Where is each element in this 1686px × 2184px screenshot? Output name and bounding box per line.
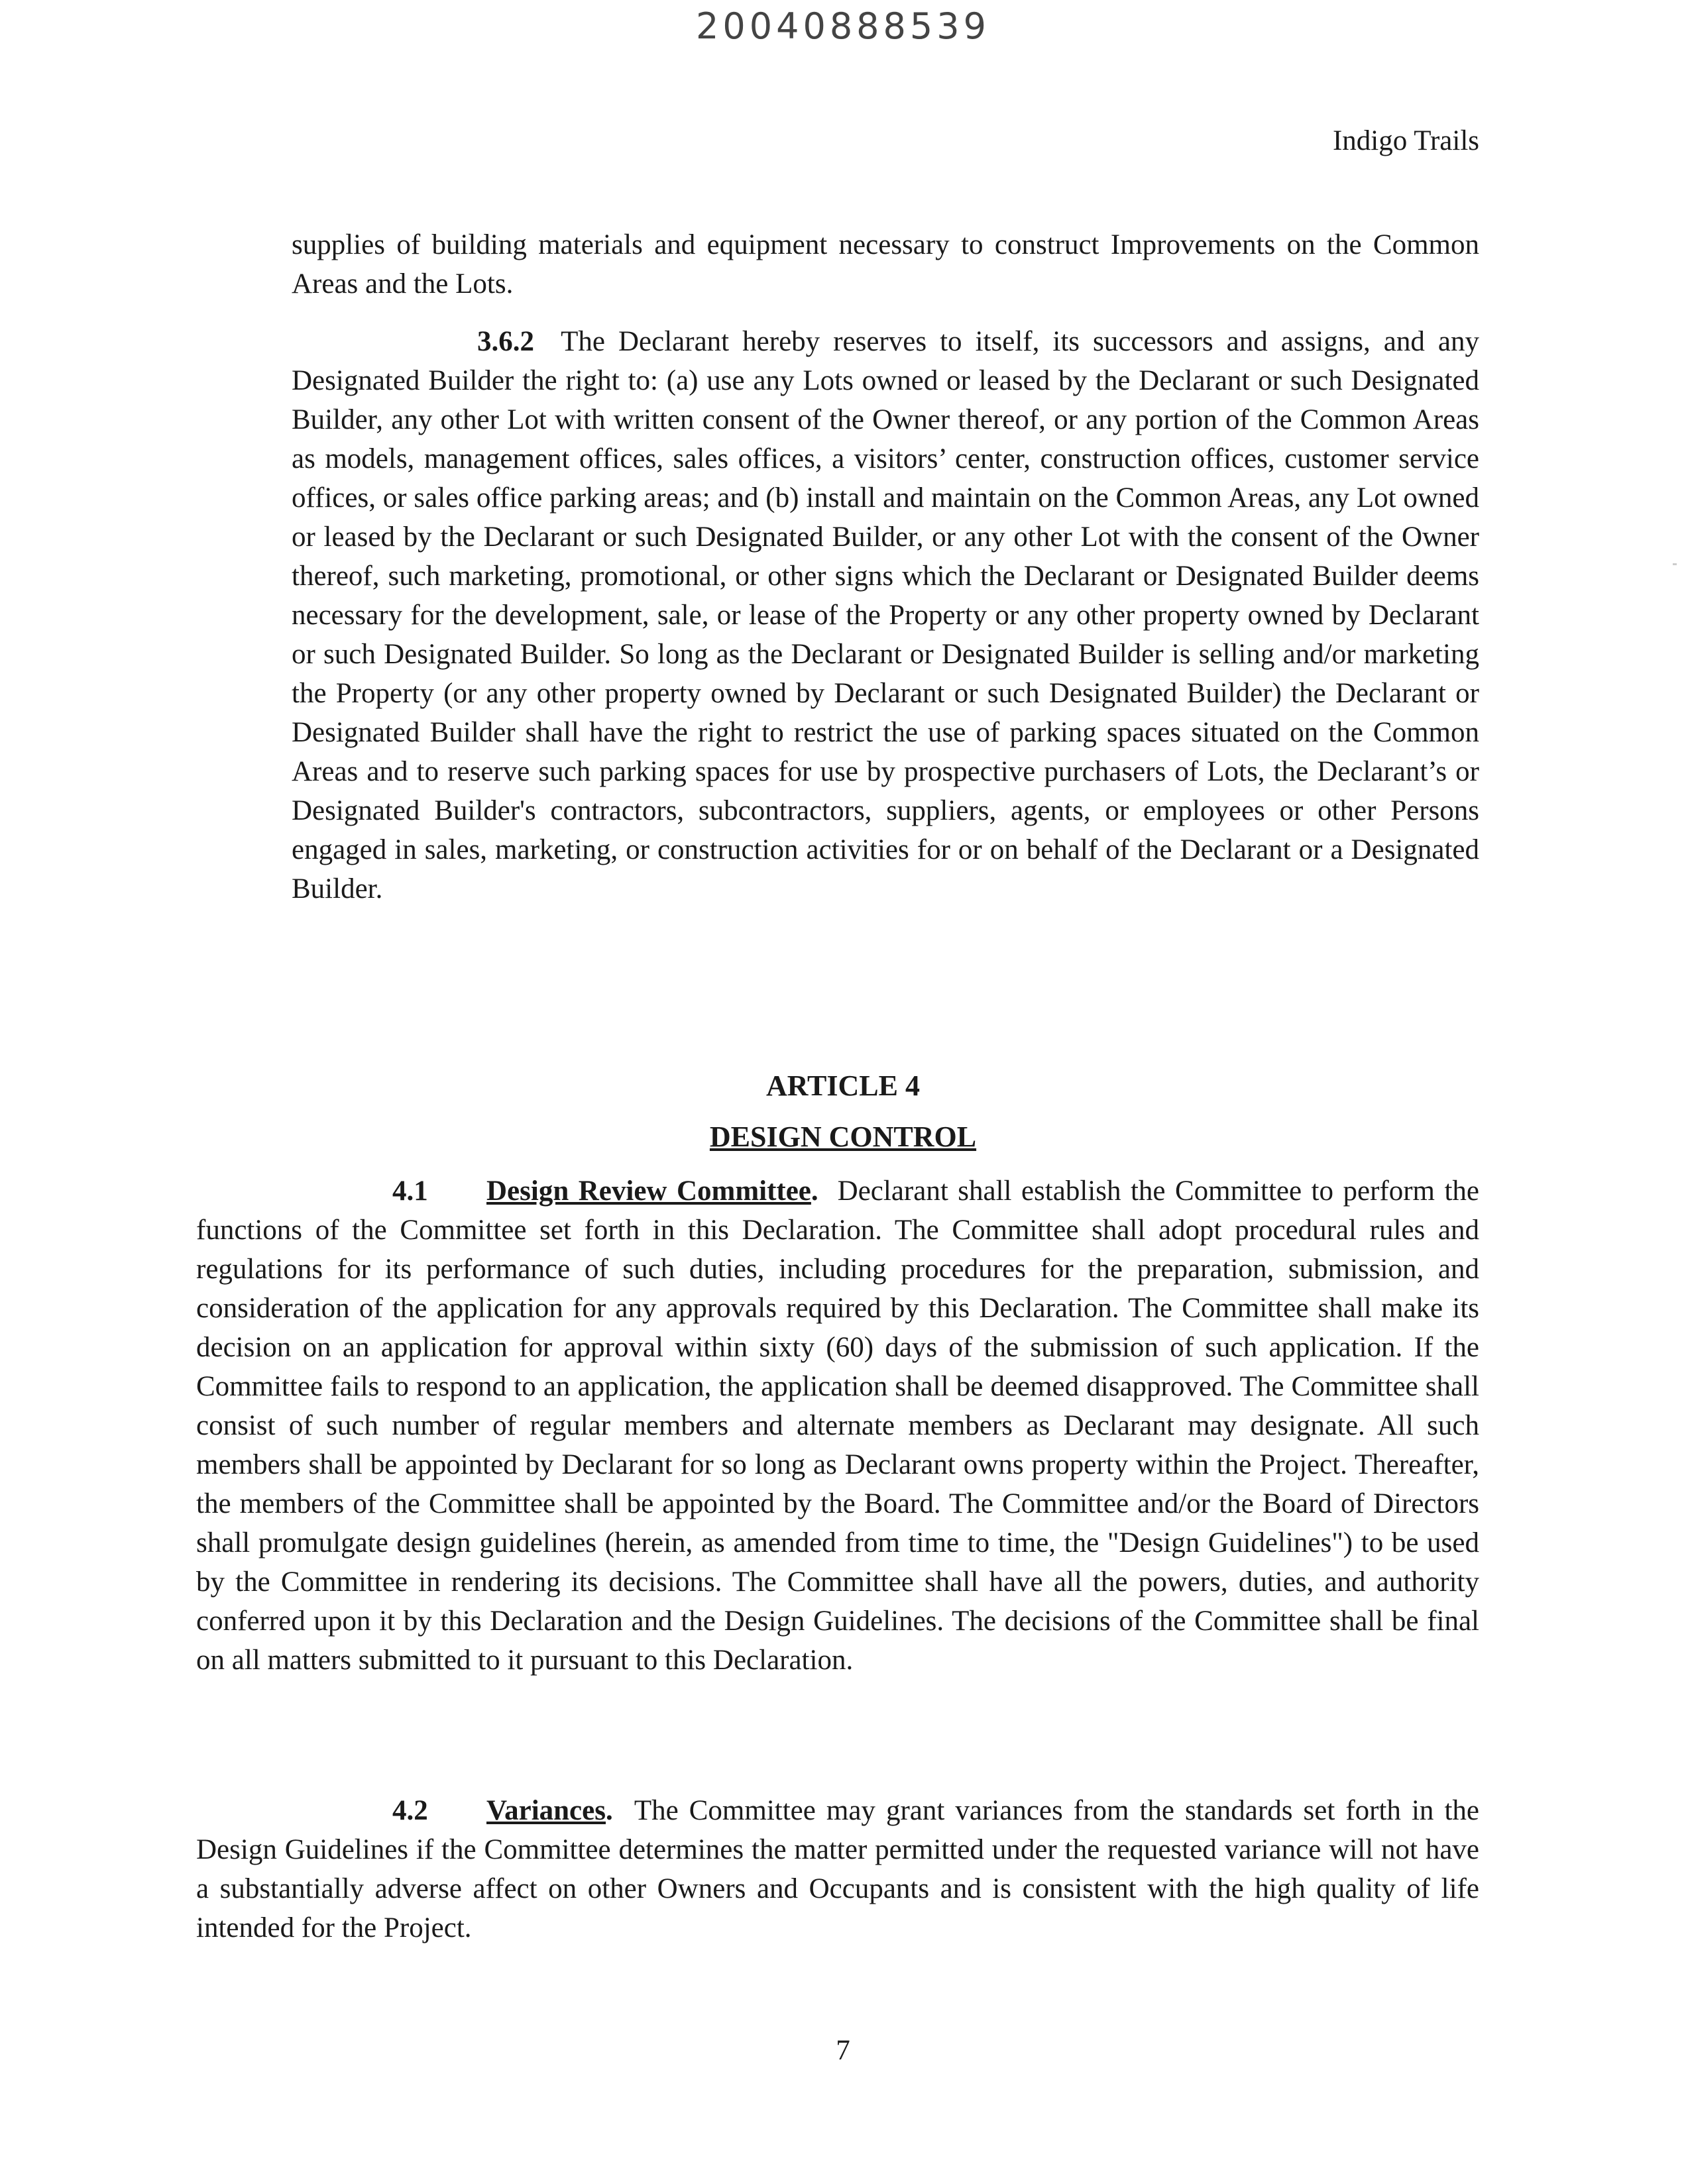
scan-margin-mark bbox=[1673, 563, 1677, 565]
section-4-1 bbox=[196, 1172, 1479, 1680]
section-3-6-2 bbox=[292, 322, 1479, 908]
section-number: 4.2 bbox=[392, 1795, 428, 1826]
running-header: Indigo Trails bbox=[1332, 125, 1479, 156]
article-title: DESIGN CONTROL bbox=[709, 1120, 977, 1153]
section-number: 4.1 bbox=[392, 1175, 428, 1207]
section-heading: Design Review Committee bbox=[486, 1175, 811, 1207]
continued-paragraph: supplies of building materials and equipment necessary to construct Improvements on the Common Areas and the Lots. bbox=[292, 229, 1479, 300]
article-number: ARTICLE 4 bbox=[766, 1069, 920, 1102]
document-number: 20040888539 bbox=[696, 5, 990, 47]
section-text: Declarant shall establish the Committee to perform the functions of the Committee set forth in this Declaration. The Committee shall adopt procedural rules and regulations for its performance of such duties, including procedures for the preparation, submission, and consideration of the application for any approvals required by this Declaration. The Committee shall make its decision on an application for approval within sixty (60) days of the submission of such application. If the Committee fails to respond to an application, the application shall be deemed disapproved. The Committee shall consist of such number of regular members and alternate members as Declarant may designate. All such members shall be appointed by Declarant for so long as Declarant owns property within the Project. Thereafter, the members of the Committee shall be appointed by the Board. The Committee and/or the Board of Directors shall promulgate design guidelines (herein, as amended from time to time, the "Design Guidelines") to be used by the Committee in rendering its decisions. The Committee shall have all the powers, duties, and authority conferred upon it by this Declaration and the Design Guidelines. The decisions of the Committee shall be final on all matters submitted to it pursuant to this Declaration. bbox=[196, 1175, 1480, 1676]
page-number: 7 bbox=[836, 2035, 850, 2066]
heading-punctuation: . bbox=[605, 1795, 613, 1826]
heading-punctuation: . bbox=[811, 1175, 818, 1207]
section-4-2 bbox=[196, 1791, 1479, 1947]
section-number: 3.6.2 bbox=[477, 326, 534, 357]
section-text: The Declarant hereby reserves to itself, its successors and assigns, and any Designated Builder the right to: (a) use any Lots owned or leased by the Declarant or such Designated Builder, any other Lot with written consent of the Owner thereof, or any portion of the Common Areas as models, management offices, sales offices, a visitors’ center, construction offices, customer service offices, or sales office parking areas; and (b) install and maintain on the Common Areas, any Lot owned or leased by the Declarant or such Designated Builder, or any other Lot with the consent of the Owner thereof, such marketing, promotional, or other signs which the Declarant or Designated Builder deems necessary for the development, sale, or lease of the Property or any other property owned by Declarant or such Designated Builder. So long as the Declarant or Designated Builder is selling and/or marketing the Property (or any other property owned by Declarant or such Designated Builder) the Declarant or Designated Builder shall have the right to restrict the use of parking spaces situated on the Common Areas and to reserve such parking spaces for use by prospective purchasers of Lots, the Declarant’s or Designated Builder's contractors, subcontractors, suppliers, agents, or employees or other Persons engaged in sales, marketing, or construction activities for or on behalf of the Declarant or a Designated Builder. bbox=[292, 326, 1480, 904]
section-heading: Variances bbox=[486, 1795, 606, 1826]
section-text: The Committee may grant variances from the standards set forth in the Design Guidelines if the Committee determines the matter permitted under the requested variance will not have a substantially adverse affect on other Owners and Occupants and is consistent with the high quality of life intended for the Project. bbox=[196, 1795, 1480, 1943]
